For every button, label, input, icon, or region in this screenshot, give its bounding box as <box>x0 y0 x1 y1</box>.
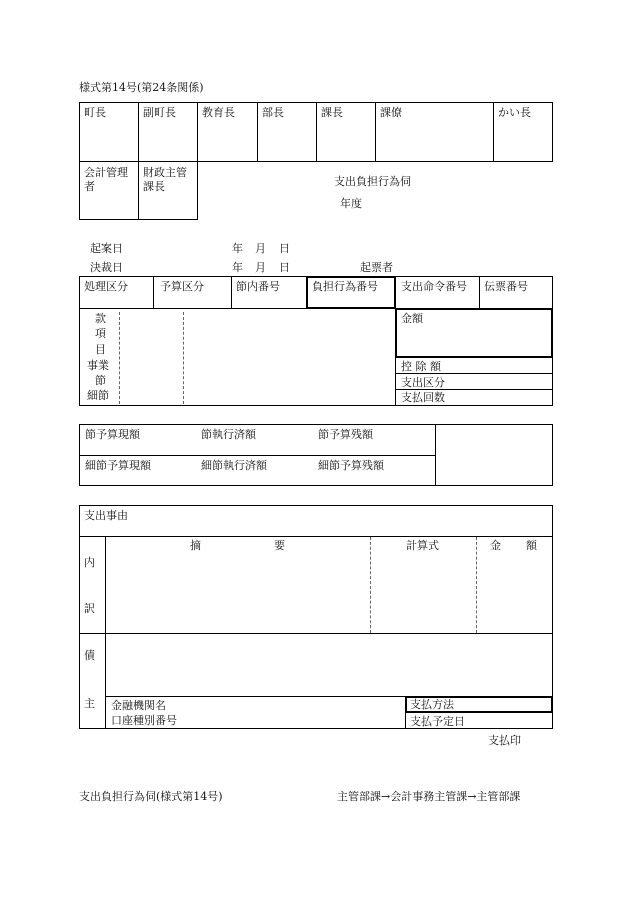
grid-divider <box>395 373 553 374</box>
grid-divider <box>493 102 494 162</box>
approver-accounting-manager: 会計管理者 <box>84 166 128 194</box>
budget-item-saisetsu: 細節 <box>87 389 109 402</box>
grid-divider <box>231 276 232 309</box>
bank-name-label: 金融機関名 <box>111 699 166 712</box>
section-number-label: 節内番号 <box>236 280 280 293</box>
section-budget-remaining: 節予算残額 <box>318 428 373 441</box>
dashed-divider <box>476 537 477 633</box>
draft-year: 年 <box>232 242 243 255</box>
approver-section-head: 課長 <box>321 106 343 119</box>
form-title: 様式第14号(第24条関係) <box>79 81 204 94</box>
budget-item-moku: 目 <box>95 343 106 356</box>
approver-kai-head: かい長 <box>498 106 531 119</box>
drafter-label: 起票者 <box>360 261 393 274</box>
dashed-divider <box>370 537 371 633</box>
budget-item-kou: 項 <box>95 327 106 340</box>
fiscal-year-label: 年度 <box>340 197 362 210</box>
approver-deputy-mayor: 副町長 <box>143 106 176 119</box>
grid-divider <box>79 633 553 634</box>
subsection-budget-current: 細節予算現額 <box>85 459 151 472</box>
grid-divider <box>316 102 317 162</box>
summary-label-1: 摘 <box>190 539 201 552</box>
draft-date-label: 起案日 <box>90 242 123 255</box>
amount-col-label-2: 額 <box>526 539 537 552</box>
payment-type-label: 支出区分 <box>401 376 445 389</box>
subsection-budget-executed: 細節執行済額 <box>201 459 267 472</box>
breakdown-label-1: 内 <box>84 556 95 569</box>
footer-routing: 主管部課→会計事務主管課→主管部課 <box>337 790 521 803</box>
grid-divider <box>257 102 258 162</box>
deduction-label: 控 除 額 <box>401 360 441 373</box>
voucher-number-label: 伝票番号 <box>484 280 528 293</box>
footer-form-name: 支出負担行為伺(様式第14号) <box>79 790 223 803</box>
liability-number-label: 負担行為番号 <box>312 280 378 293</box>
budget-item-project: 事業 <box>87 359 109 372</box>
payment-count-label: 支払回数 <box>401 391 445 404</box>
budget-class-label: 予算区分 <box>160 280 204 293</box>
grid-divider <box>405 712 406 729</box>
payment-reason-label: 支出事由 <box>84 509 128 522</box>
grid-divider <box>395 389 553 390</box>
summary-label-2: 要 <box>274 539 285 552</box>
dashed-divider <box>119 312 120 404</box>
payment-order-number-label: 支出命令番号 <box>401 280 467 293</box>
decision-day: 日 <box>279 261 290 274</box>
grid-divider <box>138 102 139 162</box>
section-budget-executed: 節執行済額 <box>201 428 256 441</box>
budget-item-kan: 款 <box>95 312 106 325</box>
amount-label: 金額 <box>401 312 423 325</box>
payment-date-label: 支払予定日 <box>410 715 465 728</box>
decision-date-label: 決裁日 <box>90 261 123 274</box>
payment-method-label: 支払方法 <box>410 698 454 711</box>
approver-superintendent: 教育長 <box>202 106 235 119</box>
approver-mayor: 町長 <box>84 106 106 119</box>
grid-divider <box>375 102 376 162</box>
creditor-label-2: 主 <box>84 697 95 710</box>
draft-day: 日 <box>279 242 290 255</box>
approver-section-staff: 課僚 <box>380 106 402 119</box>
approver-finance-section-head: 財政主管課長 <box>143 166 187 194</box>
document-name: 支出負担行為伺 <box>334 175 411 188</box>
processing-class-label: 処理区分 <box>84 280 128 293</box>
decision-month: 月 <box>255 261 266 274</box>
draft-month: 月 <box>255 242 266 255</box>
grid-divider <box>153 276 154 309</box>
grid-divider <box>138 161 139 220</box>
formula-label: 計算式 <box>406 539 439 552</box>
dashed-divider <box>183 312 184 404</box>
subsection-budget-remaining: 細節予算残額 <box>318 459 384 472</box>
grid-divider <box>79 455 436 456</box>
breakdown-label-2: 訳 <box>84 602 95 615</box>
amount-col-label-1: 金 <box>490 539 501 552</box>
creditor-label-1: 債 <box>84 649 95 662</box>
payment-stamp-label: 支払印 <box>488 734 521 747</box>
grid-divider <box>479 276 480 309</box>
grid-divider <box>79 536 553 537</box>
section-budget-current: 節予算現額 <box>85 428 140 441</box>
approver-department-head: 部長 <box>262 106 284 119</box>
grid-divider <box>197 102 198 162</box>
account-type-number-label: 口座種別番号 <box>111 714 177 727</box>
decision-year: 年 <box>232 261 243 274</box>
budget-item-setsu: 節 <box>95 374 106 387</box>
